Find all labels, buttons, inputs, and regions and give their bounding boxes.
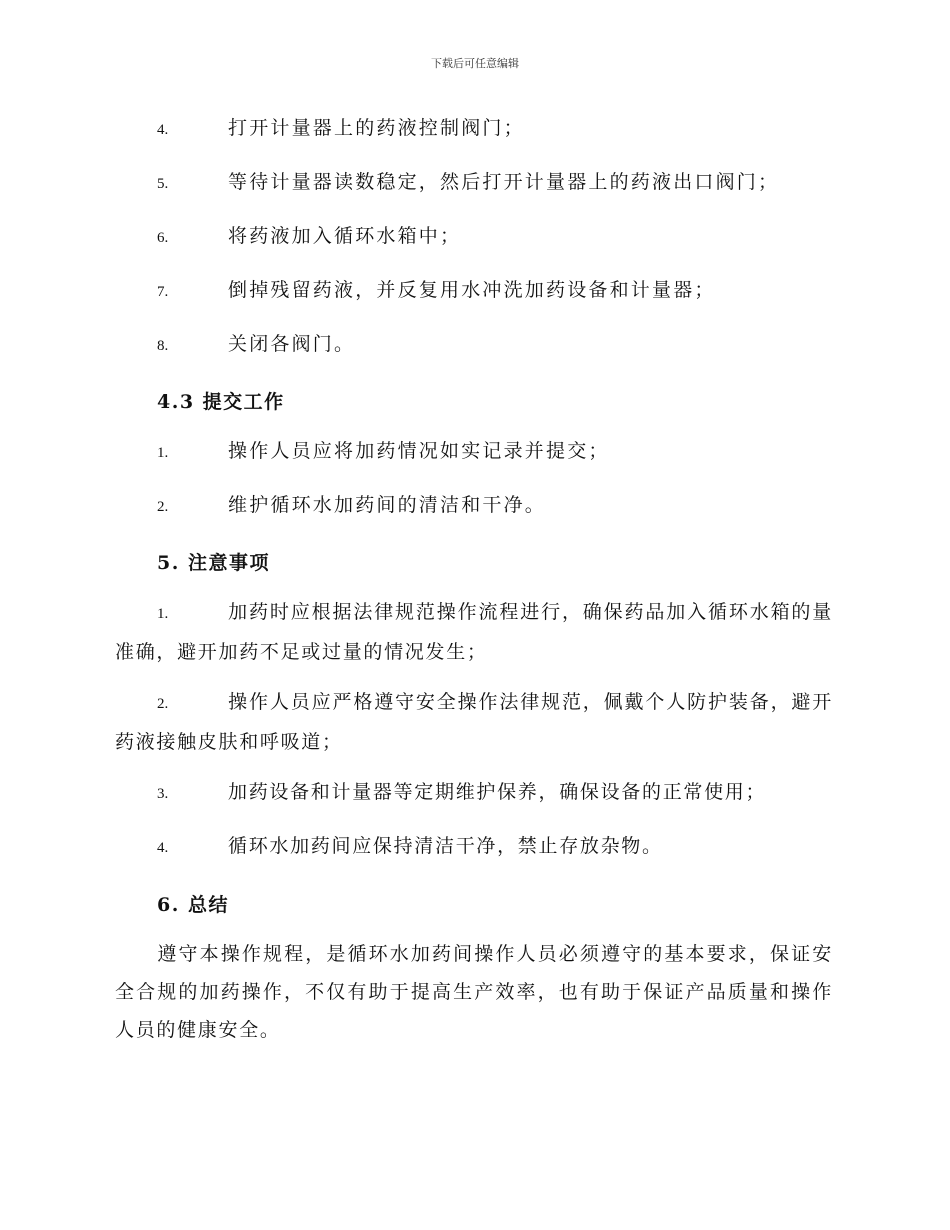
list-item-text: 维护循环水加药间的清洁和干净。 bbox=[228, 494, 547, 516]
note-number: 1. bbox=[157, 606, 169, 622]
note-text: 操作人员应严格遵守安全操作法律规范，佩戴个人防护装备，避开药液接触皮肤和呼吸道； bbox=[115, 691, 833, 753]
list-item-number: 8. bbox=[157, 338, 169, 354]
list-item-number: 4. bbox=[157, 122, 169, 138]
list-item-text: 操作人员应将加药情况如实记录并提交； bbox=[228, 440, 610, 462]
note-paragraph bbox=[115, 593, 833, 671]
list-item-number: 6. bbox=[157, 230, 169, 246]
section-heading-6: 6. 总结 bbox=[157, 894, 229, 916]
list-item-text: 关闭各阀门。 bbox=[228, 333, 356, 355]
note-paragraph bbox=[115, 827, 833, 867]
section-heading-5: 5. 注意事项 bbox=[157, 552, 270, 574]
list-item-text: 将药液加入循环水箱中； bbox=[228, 225, 462, 247]
list-item-number: 1. bbox=[157, 445, 169, 461]
note-text: 加药设备和计量器等定期维护保养，确保设备的正常使用； bbox=[228, 781, 767, 803]
note-number: 2. bbox=[157, 696, 169, 712]
page-header-note: 下载后可任意编辑 bbox=[431, 57, 519, 70]
note-text: 加药时应根据法律规范操作流程进行，确保药品加入循环水箱的量准确，避开加药不足或过量的情况发生； bbox=[115, 601, 833, 663]
list-item-number: 5. bbox=[157, 176, 169, 192]
section-heading-4-3: 4.3 提交工作 bbox=[157, 391, 285, 413]
note-paragraph bbox=[115, 683, 833, 761]
note-number: 4. bbox=[157, 840, 169, 856]
note-paragraph bbox=[115, 773, 833, 813]
list-item-number: 2. bbox=[157, 499, 169, 515]
summary-text: 遵守本操作规程，是循环水加药间操作人员必须遵守的基本要求，保证安全合规的加药操作，不仅有助于提高生产效率，也有助于保证产品质量和操作人员的健康安全。 bbox=[115, 943, 833, 1041]
list-item-text: 打开计量器上的药液控制阀门； bbox=[228, 117, 525, 139]
list-item-number: 7. bbox=[157, 284, 169, 300]
list-item-text: 等待计量器读数稳定，然后打开计量器上的药液出口阀门； bbox=[228, 171, 780, 193]
list-item-text: 倒掉残留药液，并反复用水冲洗加药设备和计量器； bbox=[228, 279, 716, 301]
note-number: 3. bbox=[157, 786, 169, 802]
note-text: 循环水加药间应保持清洁干净，禁止存放杂物。 bbox=[228, 835, 663, 857]
summary-paragraph bbox=[115, 935, 833, 1049]
